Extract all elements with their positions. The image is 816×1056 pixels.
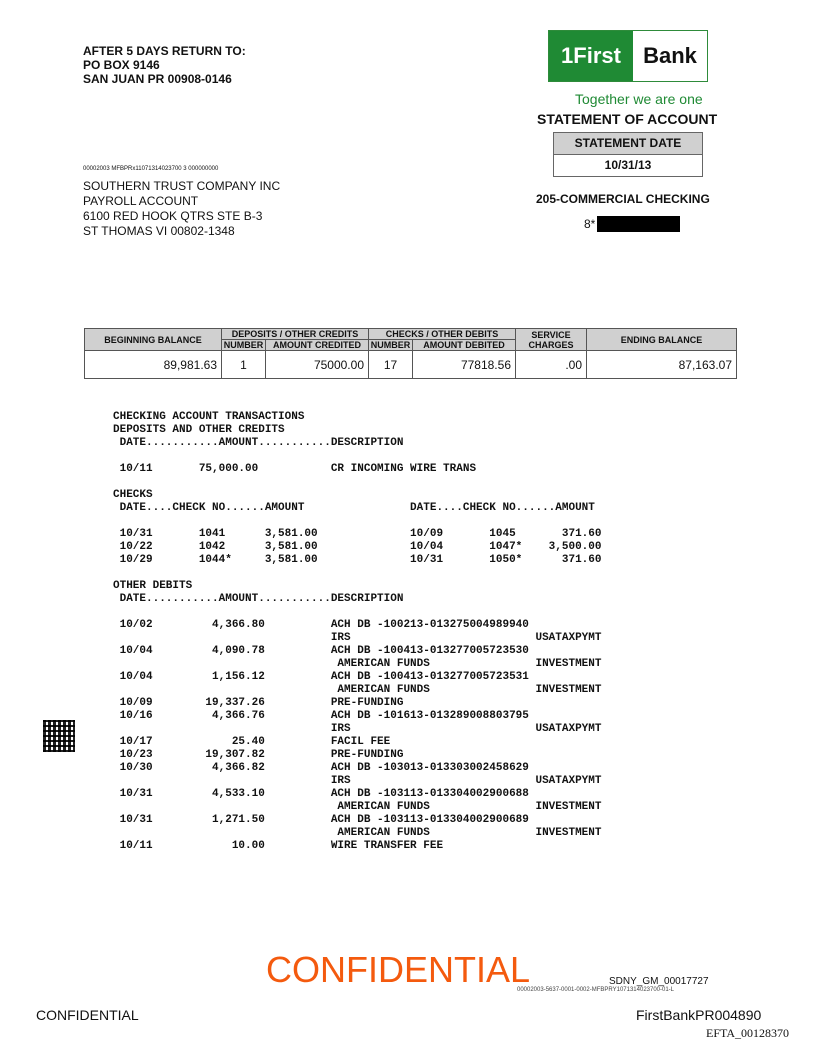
statement-title: STATEMENT OF ACCOUNT [537,111,718,127]
ending-balance: 87,163.07 [587,351,737,379]
customer-line-3: 6100 RED HOOK QTRS STE B-3 [83,209,263,223]
account-type: 205-COMMERCIAL CHECKING [536,192,710,206]
confidential-stamp: CONFIDENTIAL [266,949,531,990]
header-chk-number: NUMBER [369,340,413,351]
redaction-box [597,216,680,232]
bates-small: 00002003-5637-0001-0002-MFBPRY1071314023700-01-L [517,987,675,993]
header-checks: CHECKS / OTHER DEBITS [369,329,516,340]
return-line-2: PO BOX 9146 [83,58,160,72]
deposit-count: 1 [222,351,266,379]
barcode-qr [43,720,75,752]
logo-bank: Bank [643,43,697,68]
header-amount-credited: AMOUNT CREDITED [266,340,369,351]
customer-line-4: ST THOMAS VI 00802-1348 [83,224,235,238]
header-service-charges: SERVICE CHARGES [516,329,587,351]
amount-debited: 77818.56 [413,351,516,379]
header-ending-balance: ENDING BALANCE [587,329,737,351]
header-beginning-balance: BEGINNING BALANCE [85,329,222,351]
return-line-3: SAN JUAN PR 00908-0146 [83,72,232,86]
footer-efta: EFTA_00128370 [706,1026,790,1040]
tagline: Together we are one [575,91,703,107]
bates-sdny: SDNY_GM_00017727 [609,976,709,987]
footer-bates: FirstBankPR004890 [636,1007,762,1023]
statement-date-box [553,132,703,177]
transactions-listing: CHECKING ACCOUNT TRANSACTIONS DEPOSITS AND OTHER CREDITS DATE...........AMOUNT...........DESCRIPTION 10/11 75,000.00 CR INCOMING WIRE TRANS CHECKS DATE....CHECK NO......AMOUNT DATE....CHECK NO......AMOUNT 10/31 1041 3,581.00 10/09 1045 371.60 10/22 1042 3,581.00 10/04 1047* 3,500.00 10/29 1044* 3,581.00 10/31 1050* 371.60 OTHER DEBITS DATE...........AMOUNT...........DESCRIPTION 10/02 4,366.80 ACH DB -100213-013275004989940 IRS USATAXPYMT 10/04 4,090.78 ACH DB -100413-013277005723530 AMERICAN FUNDS INVESTMENT 10/04 1,156.12 ACH DB -100413-013277005723531 AMERICAN FUNDS INVESTMENT 10/09 19,337.26 PRE-FUNDING 10/16 4,366.76 ACH DB -101613-013289008803795 IRS USATAXPYMT 10/17 25.40 FACIL FEE 10/23 19,307.82 PRE-FUNDING 10/30 4,366.82 ACH DB -103013-013303002458629 IRS USATAXPYMT 10/31 4,533.10 ACH DB -103113-013304002900688 AMERICAN FUNDS INVESTMENT 10/31 1,271.50 ACH DB -103113-013304002900689 AMERICAN FUNDS INVESTMENT 10/11 10.00 WIRE TRANSFER FEE [113,411,602,852]
reference-line: 00002003 MFBPRx11071314023700 3 000000000 [83,166,219,172]
amount-credited: 75000.00 [266,351,369,379]
beginning-balance: 89,981.63 [85,351,222,379]
return-line-1: AFTER 5 DAYS RETURN TO: [83,44,246,58]
balance-summary-table [84,328,737,379]
customer-line-2: PAYROLL ACCOUNT [83,194,199,208]
customer-line-1: SOUTHERN TRUST COMPANY INC [83,179,281,193]
header-amount-debited: AMOUNT DEBITED [413,340,516,351]
account-number-prefix: 8* [584,217,596,231]
service-charges: .00 [516,351,587,379]
header-dep-number: NUMBER [222,340,266,351]
firstbank-logo [548,30,708,82]
statement-date-value: 10/31/13 [604,158,652,172]
footer-confidential: CONFIDENTIAL [36,1007,139,1023]
statement-date-label: STATEMENT DATE [554,133,702,155]
return-address [83,44,246,86]
check-count: 17 [369,351,413,379]
header-deposits: DEPOSITS / OTHER CREDITS [222,329,369,340]
logo-first: 1First [549,31,633,81]
customer-address [83,179,280,239]
